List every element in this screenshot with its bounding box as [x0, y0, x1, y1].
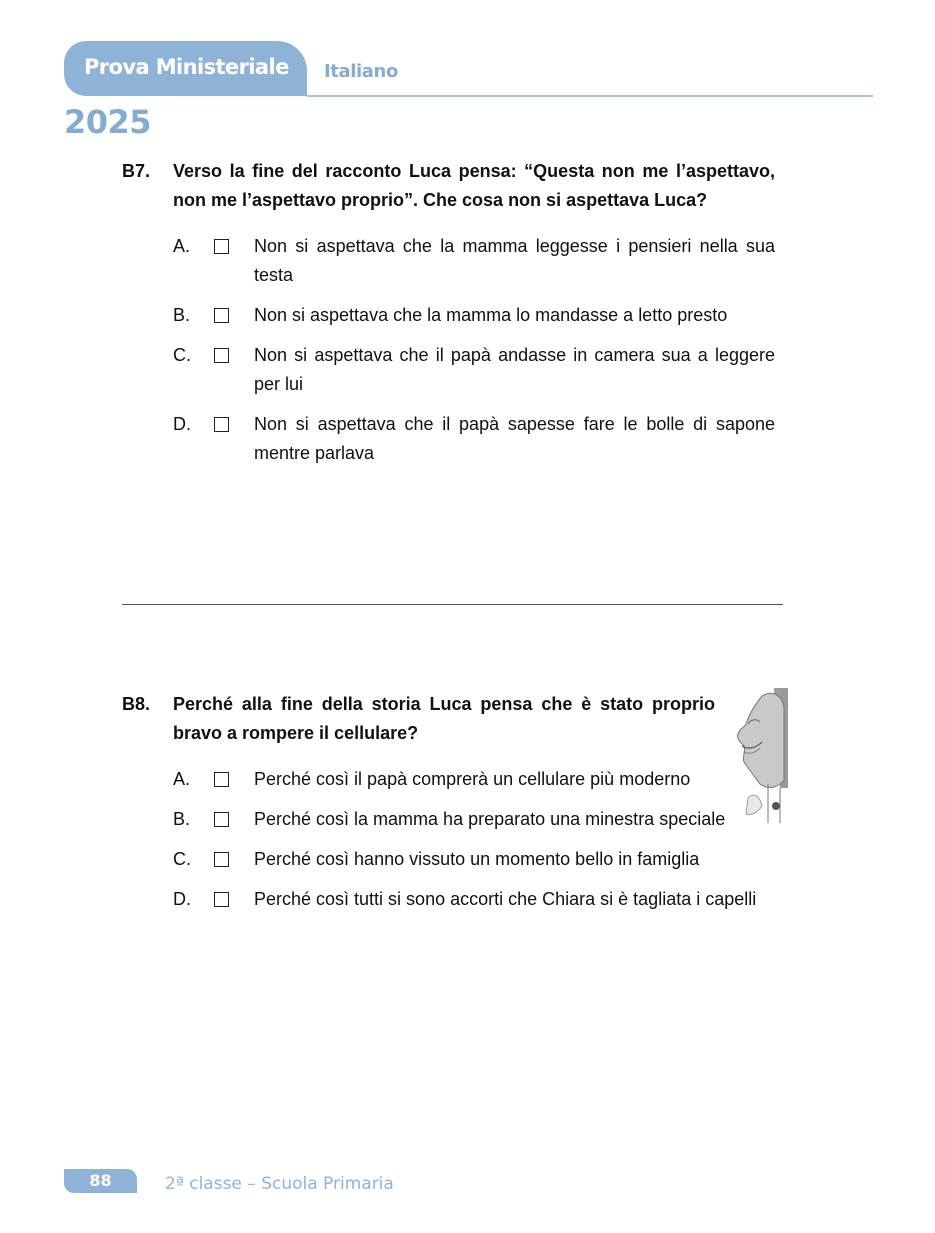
footer-text: 2ª classe – Scuola Primaria	[165, 1174, 394, 1194]
header-rule	[307, 95, 873, 97]
header-tab	[64, 41, 307, 96]
checkbox-icon[interactable]	[214, 772, 229, 787]
option-letter: D.	[173, 414, 191, 434]
page-number-badge: 88	[64, 1169, 137, 1193]
question-number: B7.	[122, 161, 151, 181]
option-text: Non si aspettava che la mamma lo mandasse a letto presto	[254, 305, 728, 325]
option-text: Non si aspettava che il papà sapesse fare le bolle di sapone mentre parlava	[254, 414, 775, 463]
question-b8	[122, 690, 775, 925]
question-b7	[122, 157, 775, 479]
answer-options	[122, 232, 775, 468]
answer-options	[122, 765, 775, 914]
option-letter: A.	[173, 236, 191, 256]
option-text: Perché così hanno vissuto un momento bello in famiglia	[254, 849, 700, 869]
option-d[interactable]	[173, 885, 775, 914]
option-letter: C.	[173, 849, 191, 869]
option-a[interactable]	[173, 232, 775, 290]
option-letter: A.	[173, 769, 191, 789]
question-text: Verso la fine del racconto Luca pensa: “Questa non me l’aspettavo, non me l’aspettavo proprio”. Che cosa non si aspettava Luca?	[173, 161, 775, 210]
checkbox-icon[interactable]	[214, 239, 229, 254]
checkbox-icon[interactable]	[214, 417, 229, 432]
option-text: Perché così la mamma ha preparato una minestra speciale	[254, 809, 726, 829]
option-text: Perché così tutti si sono accorti che Chiara si è tagliata i capelli	[254, 889, 757, 909]
checkbox-icon[interactable]	[214, 308, 229, 323]
option-text: Non si aspettava che la mamma leggesse i pensieri nella sua testa	[254, 236, 775, 285]
option-letter: D.	[173, 889, 191, 909]
question-text: Perché alla fine della storia Luca pensa che è stato proprio bravo a rompere il cellulare?	[173, 694, 715, 743]
section-divider	[122, 604, 783, 605]
checkbox-icon[interactable]	[214, 892, 229, 907]
checkbox-icon[interactable]	[214, 348, 229, 363]
option-b[interactable]	[173, 805, 775, 834]
option-d[interactable]	[173, 410, 775, 468]
option-c[interactable]	[173, 845, 775, 874]
option-a[interactable]	[173, 765, 775, 794]
option-b[interactable]	[173, 301, 775, 330]
header-tab-label: Prova Ministeriale	[84, 55, 289, 79]
header-year: 2025	[64, 103, 152, 141]
option-c[interactable]	[173, 341, 775, 399]
question-number: B8.	[122, 694, 151, 714]
checkbox-icon[interactable]	[214, 812, 229, 827]
option-letter: B.	[173, 305, 191, 325]
header-subject: Italiano	[324, 61, 398, 82]
checkbox-icon[interactable]	[214, 852, 229, 867]
option-text: Non si aspettava che il papà andasse in camera sua a leggere per lui	[254, 345, 775, 394]
smiling-face-profile-icon	[734, 688, 788, 823]
option-letter: B.	[173, 809, 191, 829]
option-text: Perché così il papà comprerà un cellulare più moderno	[254, 769, 691, 789]
option-letter: C.	[173, 345, 191, 365]
